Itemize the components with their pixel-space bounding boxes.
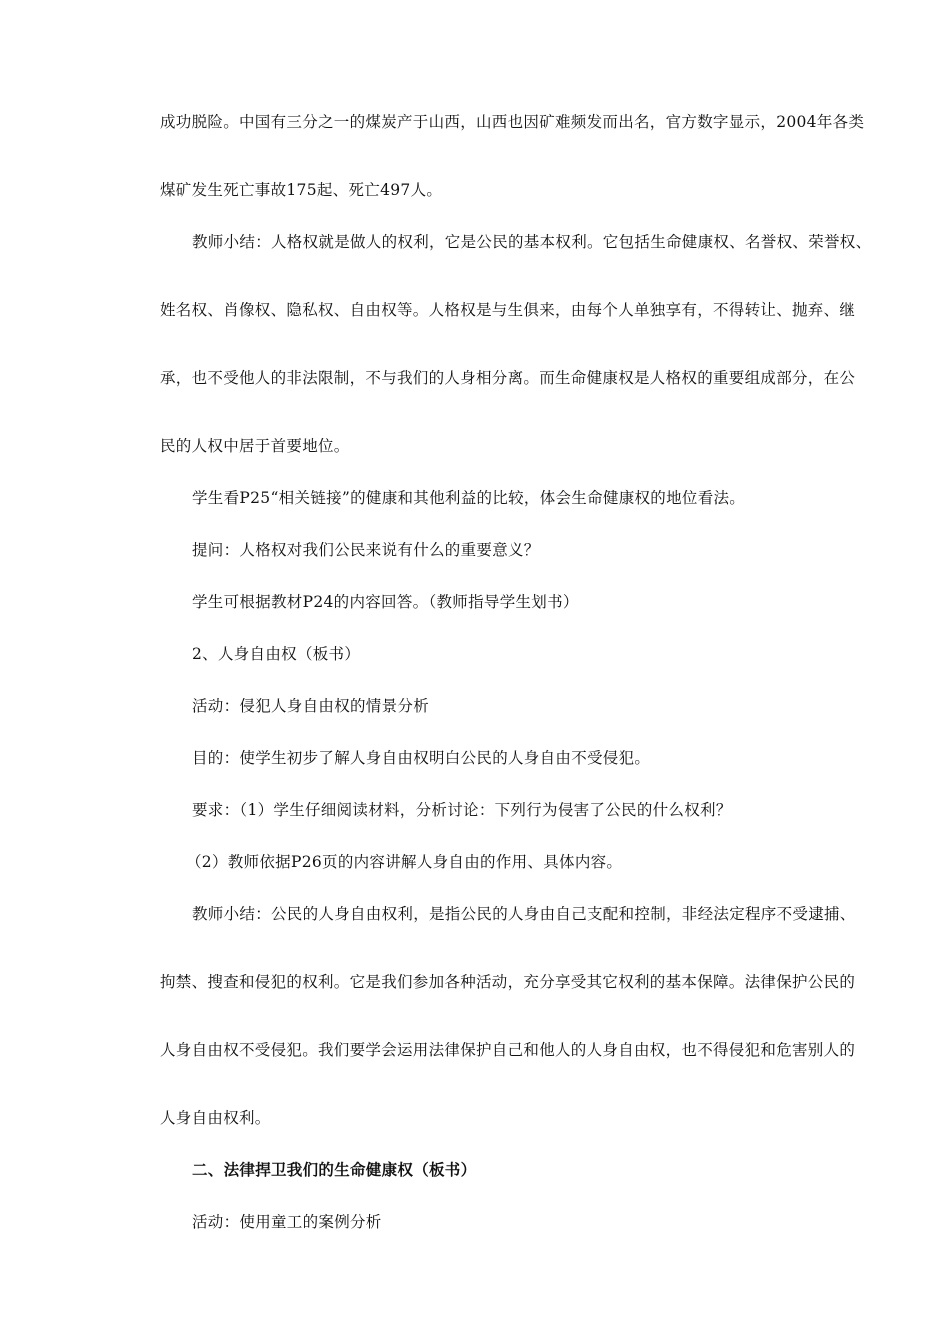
paragraph-line: 提问：人格权对我们公民来说有什么的重要意义？	[192, 541, 540, 559]
paragraph-line: 人身自由权不受侵犯。我们要学会运用法律保护自己和他人的人身自由权，也不得侵犯和危害别人的	[160, 1041, 856, 1059]
paragraph-line: 民的人权中居于首要地位。	[160, 437, 350, 455]
paragraph-line: 姓名权、肖像权、隐私权、自由权等。人格权是与生俱来，由每个人单独享有，不得转让、抛弃、继	[160, 301, 856, 319]
paragraph-line: 煤矿发生死亡事故175起、死亡497人。	[160, 181, 443, 199]
paragraph-line: 承，也不受他人的非法限制，不与我们的人身相分离。而生命健康权是人格权的重要组成部分，在公	[160, 369, 856, 387]
section-heading: 2、人身自由权（板书）	[192, 645, 361, 663]
paragraph-line: 成功脱险。中国有三分之一的煤炭产于山西，山西也因矿难频发而出名，官方数字显示，2004年各类	[160, 113, 865, 131]
section-heading: 二、法律捍卫我们的生命健康权（板书）	[192, 1160, 477, 1179]
paragraph-line: （2）教师依据P26页的内容讲解人身自由的作用、具体内容。	[186, 853, 623, 871]
paragraph-line: 活动：侵犯人身自由权的情景分析	[192, 697, 430, 715]
paragraph-line: 学生看P25“相关链接”的健康和其他利益的比较，体会生命健康权的地位看法。	[192, 489, 746, 507]
paragraph-line: 活动：使用童工的案例分析	[192, 1213, 382, 1231]
paragraph-line: 拘禁、搜查和侵犯的权利。它是我们参加各种活动，充分享受其它权利的基本保障。法律保护公民的	[160, 973, 856, 991]
paragraph-line: 学生可根据教材P24的内容回答。（教师指导学生划书）	[192, 593, 579, 611]
paragraph-line: 人身自由权利。	[160, 1109, 271, 1127]
paragraph-line: 要求：（1）学生仔细阅读材料，分析讨论：下列行为侵害了公民的什么权利？	[192, 801, 732, 819]
paragraph-line: 教师小结：人格权就是做人的权利，它是公民的基本权利。它包括生命健康权、名誉权、荣誉权、	[192, 233, 872, 251]
paragraph-line: 教师小结：公民的人身自由权利，是指公民的人身由自己支配和控制，非经法定程序不受逮捕、	[192, 905, 856, 923]
paragraph-line: 目的：使学生初步了解人身自由权明白公民的人身自由不受侵犯。	[192, 749, 651, 767]
